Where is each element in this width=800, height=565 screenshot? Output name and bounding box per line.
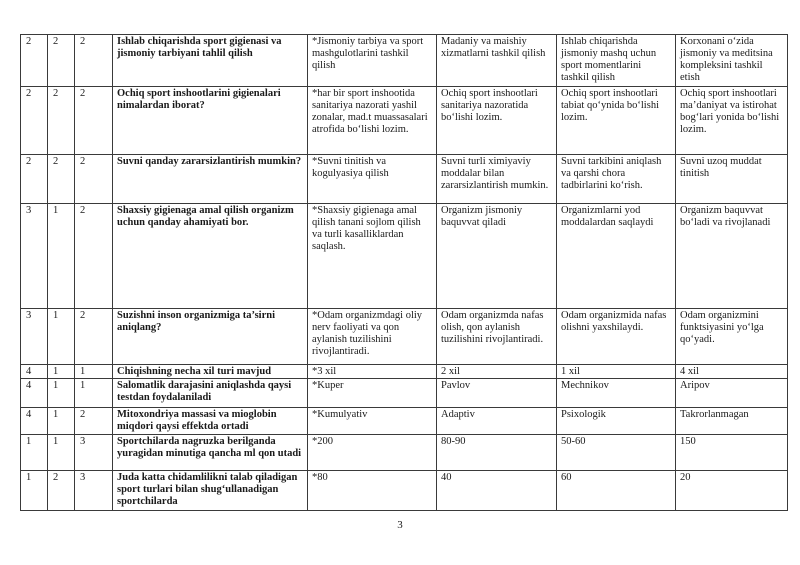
option-2-cell: 80-90 [437,435,557,471]
table-row [21,204,788,309]
col-b-cell: 1 [48,309,75,365]
option-1-cell: *3 xil [308,365,437,379]
col-c-cell: 3 [75,435,113,471]
table-row [21,35,788,87]
table-row [21,408,788,435]
option-4-cell: 20 [676,471,788,511]
col-a-cell: 4 [21,365,48,379]
option-1-cell: *200 [308,435,437,471]
col-b-cell: 1 [48,435,75,471]
option-2-cell: Adaptiv [437,408,557,435]
col-c-cell: 2 [75,87,113,155]
table-row [21,87,788,155]
option-2-cell: 2 xil [437,365,557,379]
question-cell: Sportchilarda nagruzka berilganda yuragidan minutiga qancha ml qon utadi [113,435,308,471]
option-4-cell: Organizm baquvvat bo‘ladi va rivojlanadi [676,204,788,309]
col-a-cell: 3 [21,309,48,365]
question-cell: Ochiq sport inshootlarini gigienalari nimalardan iborat? [113,87,308,155]
col-b-cell: 2 [48,155,75,204]
page-number: 3 [397,519,403,531]
question-cell: Shaxsiy gigienaga amal qilish organizm uchun qanday ahamiyati bor. [113,204,308,309]
table-row [21,365,788,379]
option-3-cell: Odam organizmida nafas olishni yaxshilaydi. [557,309,676,365]
option-1-cell: *Shaxsiy gigienaga amal qilish tanani sojlom qilish va turli kasalliklardan saqlash. [308,204,437,309]
option-3-cell: 60 [557,471,676,511]
col-b-cell: 1 [48,408,75,435]
option-3-cell: Suvni tarkibini aniqlash va qarshi chora tadbirlarini ko‘rish. [557,155,676,204]
col-c-cell: 2 [75,204,113,309]
question-cell: Ishlab chiqarishda sport gigienasi va jismoniy tarbiyani tahlil qilish [113,35,308,87]
table-row [21,379,788,408]
question-cell: Chiqishning necha xil turi mavjud [113,365,308,379]
col-a-cell: 1 [21,471,48,511]
table-row [21,309,788,365]
table-row [21,435,788,471]
col-b-cell: 2 [48,87,75,155]
question-cell: Suvni qanday zararsizlantirish mumkin? [113,155,308,204]
question-cell: Mitoxondriya massasi va mioglobin miqdori qaysi effektda ortadi [113,408,308,435]
option-1-cell: *Kuper [308,379,437,408]
question-table [20,34,788,511]
option-4-cell: Ochiq sport inshootlari ma’daniyat va istirohat bog‘lari yonida bo‘lishi lozim. [676,87,788,155]
option-1-cell: *Suvni tinitish va kogulyasiya qilish [308,155,437,204]
option-2-cell: Pavlov [437,379,557,408]
col-b-cell: 1 [48,204,75,309]
col-b-cell: 1 [48,365,75,379]
option-1-cell: *Kumulyativ [308,408,437,435]
option-4-cell: Korxonani o‘zida jismoniy va meditsina kompleksini tashkil etish [676,35,788,87]
col-c-cell: 2 [75,408,113,435]
option-3-cell: Organizmlarni yod moddalardan saqlaydi [557,204,676,309]
option-1-cell: *80 [308,471,437,511]
option-2-cell: Ochiq sport inshootlari sanitariya nazoratida bo‘lishi lozim. [437,87,557,155]
col-c-cell: 2 [75,309,113,365]
col-c-cell: 1 [75,365,113,379]
option-4-cell: 150 [676,435,788,471]
option-4-cell: Odam organizmini funktsiyasini yo‘lga qo‘yadi. [676,309,788,365]
option-1-cell: *Odam organizmdagi oliy nerv faoliyati va qon aylanish tuzilishini rivojlantiradi. [308,309,437,365]
question-cell: Suzishni inson organizmiga ta’sirni aniqlang? [113,309,308,365]
option-3-cell: Psixologik [557,408,676,435]
option-4-cell: Aripov [676,379,788,408]
col-c-cell: 3 [75,471,113,511]
option-3-cell: 50-60 [557,435,676,471]
col-c-cell: 1 [75,379,113,408]
col-b-cell: 2 [48,471,75,511]
option-3-cell: Mechnikov [557,379,676,408]
option-3-cell: Ishlab chiqarishda jismoniy mashq uchun sport momentlarini tashkil qilish [557,35,676,87]
question-cell: Juda katta chidamlilikni talab qiladigan sport turlari bilan shug‘ullanadigan sportchilarda [113,471,308,511]
option-4-cell: Suvni uzoq muddat tinitish [676,155,788,204]
col-a-cell: 1 [21,435,48,471]
option-2-cell: Organizm jismoniy baquvvat qiladi [437,204,557,309]
option-3-cell: Ochiq sport inshootlari tabiat qo‘ynida bo‘lishi lozim. [557,87,676,155]
col-c-cell: 2 [75,155,113,204]
option-1-cell: *Jismoniy tarbiya va sport mashgulotlarini tashkil qilish [308,35,437,87]
col-a-cell: 2 [21,155,48,204]
question-cell: Salomatlik darajasini aniqlashda qaysi testdan foydalaniladi [113,379,308,408]
option-4-cell: Takrorlanmagan [676,408,788,435]
option-1-cell: *har bir sport inshootida sanitariya nazorati yashil zonalar, mad.t muassasalari atrofida bo‘lishi lozim. [308,87,437,155]
option-4-cell: 4 xil [676,365,788,379]
col-a-cell: 2 [21,35,48,87]
col-a-cell: 2 [21,87,48,155]
col-b-cell: 2 [48,35,75,87]
col-c-cell: 2 [75,35,113,87]
option-2-cell: Odam organizmda nafas olish, qon aylanish tuzilishini rivojlantiradi. [437,309,557,365]
option-2-cell: Suvni turli ximiyaviy moddalar bilan zararsizlantirish mumkin. [437,155,557,204]
table-row [21,471,788,511]
col-b-cell: 1 [48,379,75,408]
table-row [21,155,788,204]
option-2-cell: Madaniy va maishiy xizmatlarni tashkil qilish [437,35,557,87]
option-3-cell: 1 xil [557,365,676,379]
col-a-cell: 4 [21,408,48,435]
col-a-cell: 3 [21,204,48,309]
col-a-cell: 4 [21,379,48,408]
option-2-cell: 40 [437,471,557,511]
